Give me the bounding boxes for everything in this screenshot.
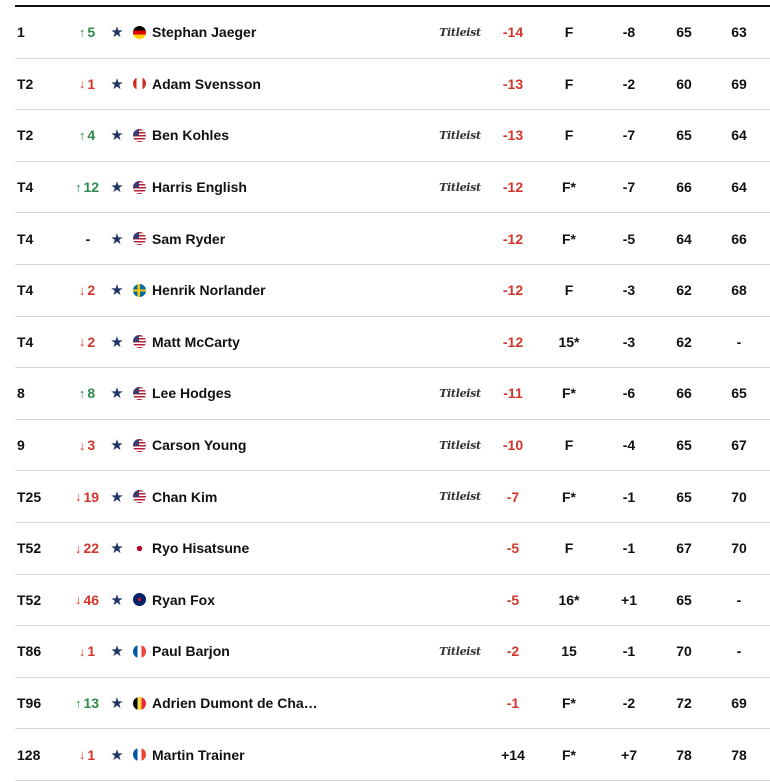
canada-flag-icon — [132, 59, 146, 110]
round-2-strokes: 70 — [731, 488, 747, 505]
sponsor-logo — [435, 213, 485, 264]
movement-value: 1 — [87, 75, 96, 92]
sponsor-logo — [435, 729, 485, 780]
table-row[interactable] — [15, 7, 770, 59]
star-icon[interactable]: ★ — [110, 488, 124, 506]
movement — [67, 162, 107, 213]
round-2-strokes: 64 — [731, 179, 747, 196]
round-1-strokes: 67 — [676, 540, 692, 557]
sponsor-logo: Titleist — [439, 644, 481, 658]
round-score: +1 — [621, 591, 637, 608]
total-score: -10 — [502, 437, 524, 454]
table-row[interactable] — [15, 368, 770, 420]
round-1-strokes: 62 — [676, 282, 692, 299]
movement — [67, 368, 107, 419]
arrow-down-icon: ↓ — [78, 76, 86, 92]
position: 128 — [17, 746, 41, 763]
round-1-strokes: 78 — [676, 746, 692, 763]
position: 9 — [17, 437, 25, 454]
player-name[interactable]: Harris English — [152, 179, 247, 196]
player-name[interactable]: Adam Svensson — [152, 75, 261, 92]
position: T52 — [17, 591, 42, 608]
movement — [67, 265, 107, 316]
total-score: +14 — [501, 746, 525, 763]
total-score: -5 — [506, 540, 520, 557]
movement — [67, 678, 107, 729]
movement — [67, 59, 107, 110]
player-name[interactable]: Chan Kim — [152, 488, 218, 505]
table-row[interactable] — [15, 523, 770, 575]
round-1-strokes: 64 — [676, 230, 692, 247]
thru: F — [564, 24, 574, 41]
position: T52 — [17, 540, 42, 557]
usa-flag-icon — [132, 110, 146, 161]
player-name[interactable]: Ryo Hisatsune — [152, 540, 250, 557]
usa-flag-icon — [132, 471, 146, 522]
movement-value: 1 — [87, 643, 96, 660]
movement — [67, 420, 107, 471]
round-2-strokes: 64 — [731, 127, 747, 144]
round-2-strokes: - — [736, 333, 742, 350]
usa-flag-icon — [132, 368, 146, 419]
arrow-up-icon: ↑ — [74, 695, 82, 711]
movement — [67, 575, 107, 626]
sponsor-logo — [435, 317, 485, 368]
movement-value: 5 — [87, 24, 96, 41]
star-icon[interactable]: ★ — [110, 179, 124, 197]
arrow-down-icon: ↓ — [74, 540, 82, 556]
star-icon[interactable]: ★ — [110, 695, 124, 713]
round-2-strokes: 69 — [731, 695, 747, 712]
thru: F — [564, 282, 574, 299]
sponsor-logo: Titleist — [439, 490, 481, 504]
total-score: -13 — [502, 75, 524, 92]
movement-value: 2 — [87, 333, 96, 350]
player-name[interactable]: Stephan Jaeger — [152, 24, 257, 41]
thru: F — [564, 437, 574, 454]
sponsor-logo — [435, 575, 485, 626]
arrow-down-icon: ↓ — [78, 334, 86, 350]
thru: F — [564, 75, 574, 92]
usa-flag-icon — [132, 162, 146, 213]
round-2-strokes: 66 — [731, 230, 747, 247]
table-row[interactable] — [15, 110, 770, 162]
round-score: -3 — [622, 333, 636, 350]
position: T4 — [17, 179, 34, 196]
movement — [67, 626, 107, 677]
round-1-strokes: 70 — [676, 643, 692, 660]
total-score: -12 — [502, 230, 524, 247]
round-1-strokes: 65 — [676, 591, 692, 608]
player-name[interactable]: Sam Ryder — [152, 230, 226, 247]
total-score: -13 — [502, 127, 524, 144]
star-icon[interactable]: ★ — [110, 540, 124, 558]
movement — [67, 729, 107, 780]
star-icon[interactable]: ★ — [110, 282, 124, 300]
table-row[interactable] — [15, 471, 770, 523]
position: T96 — [17, 695, 42, 712]
table-row[interactable] — [15, 265, 770, 317]
round-score: -7 — [622, 179, 636, 196]
usa-flag-icon — [132, 420, 146, 471]
round-1-strokes: 66 — [676, 179, 692, 196]
thru: 15* — [558, 333, 580, 350]
new-zealand-flag-icon — [132, 575, 146, 626]
arrow-up-icon: ↑ — [78, 385, 86, 401]
round-score: +7 — [621, 746, 637, 763]
movement-value: 22 — [83, 540, 100, 557]
total-score: -1 — [506, 695, 520, 712]
table-row[interactable] — [15, 317, 770, 369]
sponsor-logo: Titleist — [439, 180, 481, 194]
round-2-strokes: 70 — [731, 540, 747, 557]
position: T2 — [17, 75, 34, 92]
movement-value: 12 — [83, 179, 100, 196]
germany-flag-icon — [132, 7, 146, 58]
sponsor-logo: Titleist — [439, 25, 481, 39]
position: T25 — [17, 488, 42, 505]
player-name[interactable]: Ryan Fox — [152, 591, 216, 608]
table-row[interactable] — [15, 626, 770, 678]
position: 1 — [17, 24, 25, 41]
total-score: -11 — [503, 385, 523, 402]
arrow-down-icon: ↓ — [78, 747, 86, 763]
total-score: -2 — [506, 643, 520, 660]
round-1-strokes: 65 — [676, 488, 692, 505]
position: T86 — [17, 643, 42, 660]
position: T4 — [17, 333, 34, 350]
usa-flag-icon — [132, 317, 146, 368]
round-1-strokes: 62 — [676, 333, 692, 350]
star-icon[interactable]: ★ — [110, 230, 124, 248]
player-name[interactable]: Lee Hodges — [152, 385, 232, 402]
round-score: -5 — [622, 230, 636, 247]
star-icon[interactable]: ★ — [110, 333, 124, 351]
movement-value: 8 — [87, 385, 96, 402]
player-name[interactable]: Matt McCarty — [152, 333, 240, 350]
star-icon[interactable]: ★ — [110, 127, 124, 145]
total-score: -12 — [502, 179, 524, 196]
movement-value: - — [85, 230, 91, 247]
round-1-strokes: 66 — [676, 385, 692, 402]
position: 8 — [17, 385, 25, 402]
movement — [67, 7, 107, 58]
round-score: -2 — [622, 695, 636, 712]
round-2-strokes: - — [736, 591, 742, 608]
player-name[interactable]: Carson Young — [152, 437, 247, 454]
thru: 16* — [558, 591, 580, 608]
france-flag-icon — [132, 626, 146, 677]
round-score: -2 — [622, 75, 636, 92]
round-score: -1 — [622, 540, 636, 557]
round-1-strokes: 60 — [676, 75, 692, 92]
sponsor-logo — [435, 523, 485, 574]
star-icon[interactable]: ★ — [110, 437, 124, 455]
arrow-down-icon: ↓ — [74, 489, 82, 505]
position: T2 — [17, 127, 34, 144]
thru: F* — [562, 179, 576, 196]
player-name[interactable]: Martin Trainer — [152, 746, 245, 763]
star-icon[interactable]: ★ — [110, 385, 124, 403]
arrow-down-icon: ↓ — [78, 437, 86, 453]
round-score: -1 — [622, 643, 636, 660]
round-2-strokes: - — [736, 643, 742, 660]
round-2-strokes: 69 — [731, 75, 747, 92]
thru: F — [564, 127, 574, 144]
arrow-down-icon: ↓ — [78, 643, 86, 659]
round-score: -3 — [622, 282, 636, 299]
movement — [67, 110, 107, 161]
table-row[interactable] — [15, 213, 770, 265]
round-score: -8 — [622, 24, 636, 41]
arrow-down-icon: ↓ — [78, 282, 86, 298]
player-name[interactable]: Paul Barjon — [152, 643, 230, 660]
table-row[interactable] — [15, 678, 770, 730]
movement-value: 4 — [87, 127, 96, 144]
sweden-flag-icon — [132, 265, 146, 316]
player-name[interactable]: Adrien Dumont de Cha… — [152, 695, 318, 712]
sponsor-logo: Titleist — [439, 386, 481, 400]
movement-value: 13 — [83, 695, 100, 712]
player-name[interactable]: Ben Kohles — [152, 127, 230, 144]
total-score: -12 — [502, 282, 524, 299]
japan-flag-icon — [132, 523, 146, 574]
thru: F* — [562, 488, 576, 505]
leaderboard-table — [15, 5, 770, 781]
total-score: -7 — [506, 488, 520, 505]
thru: F* — [562, 695, 576, 712]
movement-value: 2 — [87, 282, 96, 299]
round-2-strokes: 65 — [731, 385, 747, 402]
star-icon[interactable]: ★ — [110, 591, 124, 609]
table-row[interactable] — [15, 575, 770, 627]
round-score: -4 — [622, 437, 636, 454]
round-score: -6 — [622, 385, 636, 402]
round-2-strokes: 68 — [731, 282, 747, 299]
thru: F* — [562, 230, 576, 247]
thru: F* — [562, 746, 576, 763]
arrow-up-icon: ↑ — [78, 24, 86, 40]
movement — [67, 523, 107, 574]
total-score: -5 — [506, 591, 520, 608]
player-name[interactable]: Henrik Norlander — [152, 282, 266, 299]
position: T4 — [17, 230, 34, 247]
movement — [67, 471, 107, 522]
thru: 15 — [561, 643, 577, 660]
france-flag-icon — [132, 729, 146, 780]
round-score: -1 — [622, 488, 636, 505]
round-2-strokes: 63 — [731, 24, 747, 41]
table-row[interactable] — [15, 420, 770, 472]
star-icon[interactable]: ★ — [110, 75, 124, 93]
usa-flag-icon — [132, 213, 146, 264]
table-row[interactable] — [15, 162, 770, 214]
round-1-strokes: 65 — [676, 24, 692, 41]
round-2-strokes: 78 — [731, 746, 747, 763]
round-2-strokes: 67 — [731, 437, 747, 454]
round-1-strokes: 72 — [676, 695, 692, 712]
total-score: -14 — [502, 24, 524, 41]
thru: F* — [562, 385, 576, 402]
round-1-strokes: 65 — [676, 127, 692, 144]
table-row[interactable] — [15, 59, 770, 111]
star-icon[interactable]: ★ — [110, 746, 124, 764]
sponsor-logo: Titleist — [439, 128, 481, 142]
star-icon[interactable]: ★ — [110, 24, 124, 42]
arrow-down-icon: ↓ — [74, 592, 82, 608]
sponsor-logo — [435, 678, 485, 729]
position: T4 — [17, 282, 34, 299]
movement-value: 19 — [83, 488, 100, 505]
round-score: -7 — [622, 127, 636, 144]
thru: F — [564, 540, 574, 557]
round-1-strokes: 65 — [676, 437, 692, 454]
movement-value: 3 — [87, 437, 96, 454]
arrow-up-icon: ↑ — [74, 179, 82, 195]
total-score: -12 — [502, 333, 524, 350]
sponsor-logo: Titleist — [439, 438, 481, 452]
movement — [67, 317, 107, 368]
belgium-flag-icon — [132, 678, 146, 729]
arrow-up-icon: ↑ — [78, 127, 86, 143]
movement-value: 1 — [87, 746, 96, 763]
table-row[interactable] — [15, 729, 770, 781]
star-icon[interactable]: ★ — [110, 643, 124, 661]
movement-value: 46 — [83, 591, 100, 608]
movement — [67, 213, 107, 264]
sponsor-logo — [435, 265, 485, 316]
sponsor-logo — [435, 59, 485, 110]
